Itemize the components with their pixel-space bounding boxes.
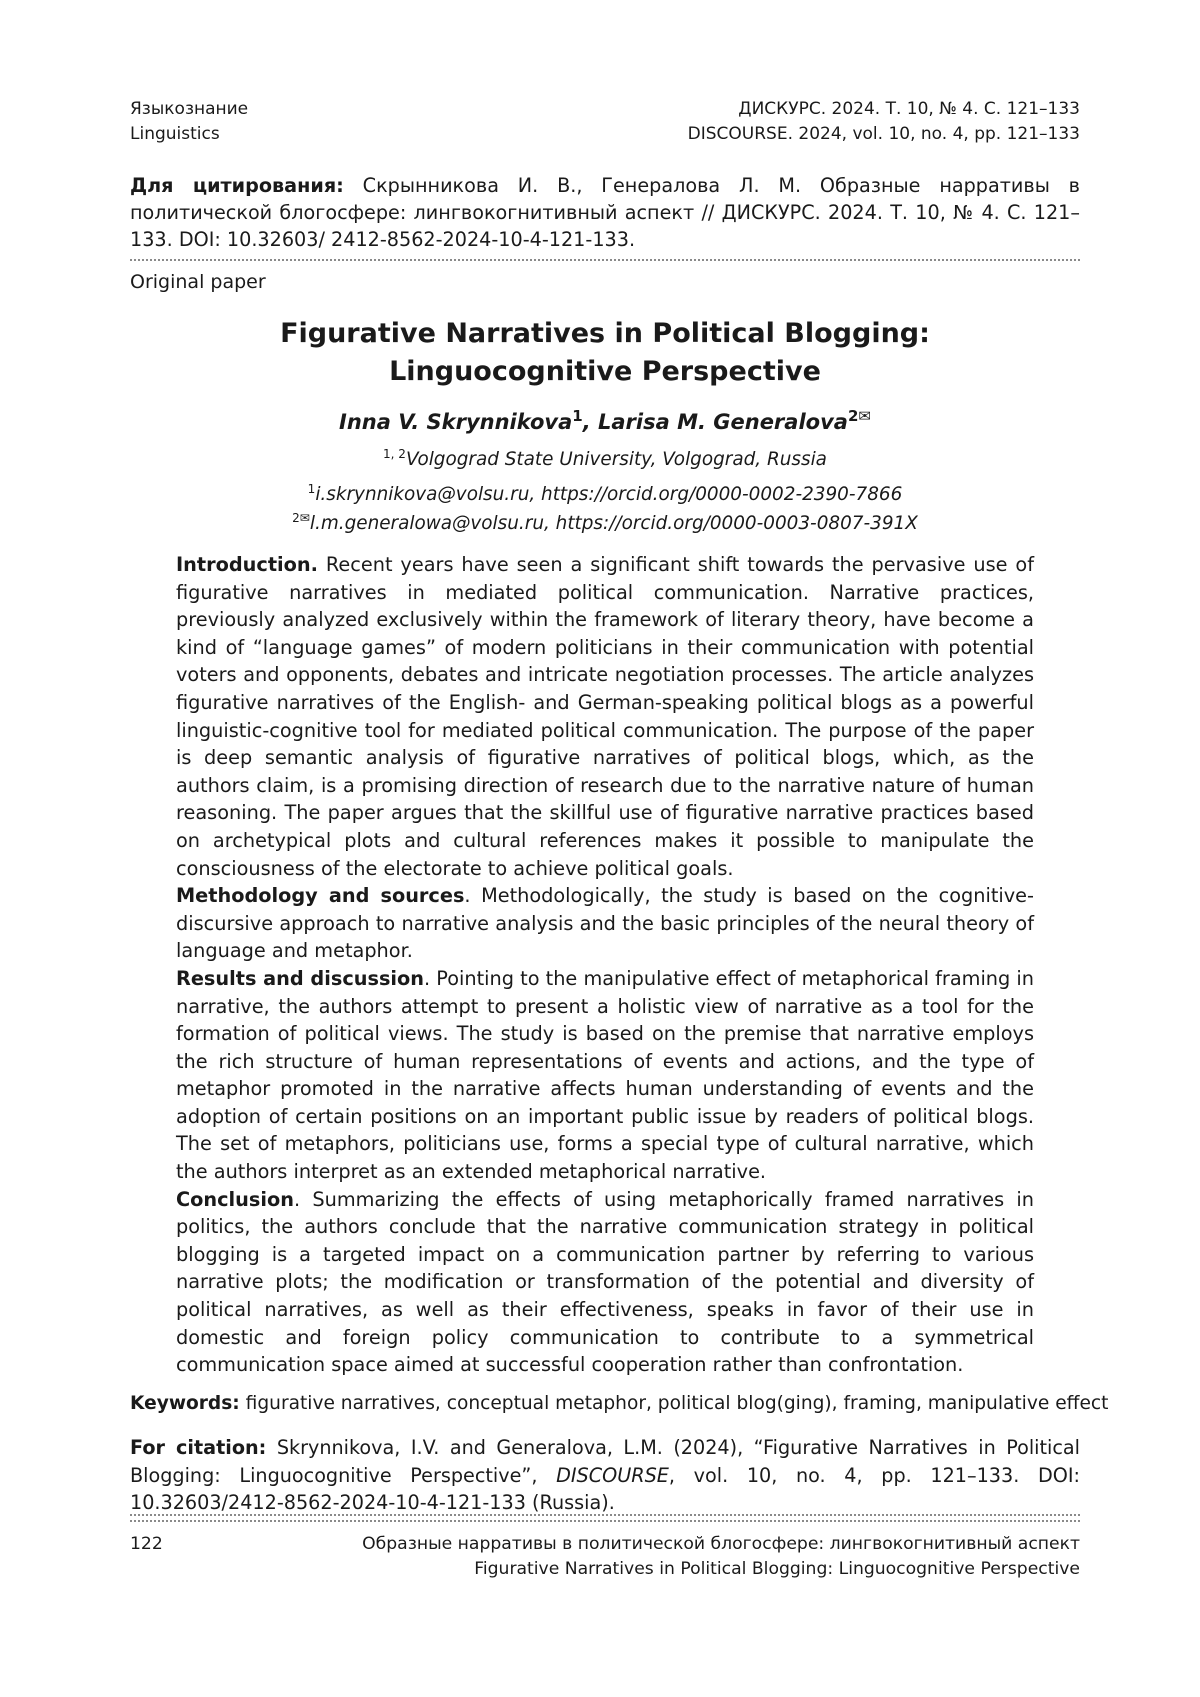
authors <box>130 407 1080 434</box>
citation-en-text-before: Skrynnikova, I.V. and Generalova, L.M. (2024), “Figurative Narratives in Political Blogging: Linguocognitive Perspective”, <box>130 1436 1080 1487</box>
abstract <box>176 551 1034 1379</box>
citation-en-text-after: , vol. 10, no. 4, pp. 121–133. DOI: 10.32603/2412-8562-2024-10-4-121-133 (Russia). <box>130 1463 1080 1515</box>
contact-1-marker: 1 <box>307 482 316 496</box>
keywords <box>130 1393 1109 1414</box>
abstract-methodology <box>176 882 1034 965</box>
paper-type: Original paper <box>130 271 266 293</box>
abstract-introduction <box>176 551 1034 882</box>
footer-title-ru: Образные нарративы в политической блогосфере: лингвокогнитивный аспект <box>362 1534 1080 1554</box>
introduction-text: Recent years have seen a significant shift towards the pervasive use of figurative narratives in mediated political communication. Narrative practices, previously analyzed exclusively within the framework of literary theory, have become a kind of “language games” of modern politicians in their communication with potential voters and opponents, debates and intricate negotiation processes. The article analyzes figurative narratives of the English- and German-speaking political blogs as a powerful linguistic-cognitive tool for mediated political communication. The purpose of the paper is deep semantic analysis of figurative narratives of political blogs, which, as the authors claim, is a promising direction of research due to the narrative nature of human reasoning. The paper argues that the skillful use of figurative narrative practices based on archetypical plots and cultural references makes it possible to manipulate the consciousness of the electorate to achieve political goals. <box>176 553 1034 880</box>
page-number: 122 <box>130 1534 163 1554</box>
methodology-label: Methodology and sources <box>176 884 465 908</box>
title-line-1: Figurative Narratives in Political Blogging: <box>280 318 930 349</box>
divider-bottom-1 <box>130 1514 1080 1516</box>
conclusion-text: . Summarizing the effects of using metaphorically framed narratives in politics, the authors conclude that the narrative communication strategy in political blogging is a targeted impact on a communication partner by referring to various narrative plots; the modification or transformation of the potential and diversity of political narratives, as well as their effectiveness, speaks in favor of their use in domestic and foreign policy communication to contribute to a symmetrical communication space aimed at successful cooperation rather than confrontation. <box>176 1187 1034 1377</box>
journal-ru: ДИСКУРС. 2024. Т. 10, № 4. С. 121–133 <box>738 99 1080 119</box>
author-1: Inna V. Skrynnikova <box>339 410 573 434</box>
conclusion-label: Conclusion <box>176 1187 294 1211</box>
contact-2-text: l.m.generalowa@volsu.ru, https://orcid.org/0000-0003-0807-391X <box>309 513 918 535</box>
keywords-text: figurative narratives, conceptual metaphor, political blog(ging), framing, manipulative effect <box>239 1393 1109 1414</box>
affiliation-text: Volgograd State University, Volgograd, Russia <box>405 449 827 471</box>
contact-1 <box>130 482 1080 505</box>
author-separator: , <box>582 410 598 434</box>
footer-title-en: Figurative Narratives in Political Blogging: Linguocognitive Perspective <box>474 1559 1080 1579</box>
affiliation <box>130 447 1080 470</box>
contact-2-marker: 2✉ <box>292 511 310 525</box>
divider-bottom-2 <box>130 1520 1080 1522</box>
author-2-marker: 2✉ <box>847 407 871 425</box>
results-text: . Pointing to the manipulative effect of metaphorical framing in narrative, the authors attempt to present a holistic view of narrative as a tool for the formation of political views. The study is based on the premise that narrative employs the rich structure of human representations of events and actions, and the type of metaphor promoted in the narrative affects human understanding of events and the adoption of certain positions on an important public issue by readers of political blogs. The set of metaphors, politicians use, forms a special type of cultural narrative, which the authors interpret as an extended metaphorical narrative. <box>176 966 1034 1184</box>
contact-2 <box>130 511 1080 534</box>
paper-title <box>130 315 1080 391</box>
running-footer <box>130 1532 1080 1582</box>
section-ru: Языкознание <box>130 99 249 119</box>
keywords-label: Keywords: <box>130 1393 240 1414</box>
divider-top <box>130 259 1080 261</box>
section-en: Linguistics <box>130 124 220 144</box>
title-line-2: Linguocognitive Perspective <box>389 356 821 387</box>
citation-ru-label: Для цитирования: <box>130 174 344 197</box>
citation-en <box>130 1434 1080 1517</box>
results-label: Results and discussion <box>176 966 425 990</box>
journal-en: DISCOURSE. 2024, vol. 10, no. 4, pp. 121–133 <box>687 124 1080 144</box>
methodology-text: . Methodologically, the study is based on the cognitive-discursive approach to narrative analysis and the basic principles of the neural theory of language and metaphor. <box>176 884 1034 963</box>
contact-1-text: i.skrynnikova@volsu.ru, https://orcid.org/0000-0002-2390-7866 <box>315 484 903 506</box>
abstract-conclusion <box>176 1186 1034 1379</box>
author-2: Larisa M. Generalova <box>597 410 848 434</box>
citation-ru <box>130 172 1080 253</box>
page <box>130 0 1109 1697</box>
abstract-results <box>176 965 1034 1186</box>
citation-en-label: For citation: <box>130 1436 267 1459</box>
running-header <box>130 97 1080 147</box>
affiliation-marker: 1, 2 <box>383 447 406 461</box>
author-1-marker: 1 <box>572 407 583 425</box>
citation-ru-text: Скрынникова И. В., Генералова Л. М. Образные нарративы в политической блогосфере: лингвокогнитивный аспект // ДИСКУРС. 2024. Т. 10, № 4. С. 121–133. DOI: 10.32603/ 2412-8562-2024-10-4-121-133. <box>130 174 1080 251</box>
citation-en-journal: DISCOURSE <box>556 1463 669 1487</box>
introduction-label: Introduction. <box>176 553 318 576</box>
